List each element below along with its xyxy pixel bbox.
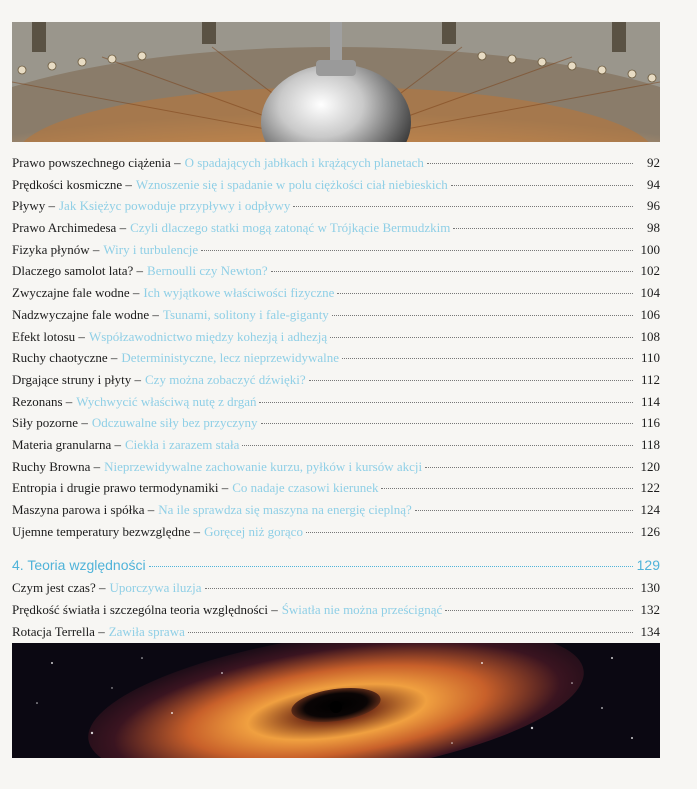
entry-title: Nadzwyczajne fale wodne –: [12, 306, 159, 322]
dot-leader: [337, 293, 633, 294]
entry-subtitle: Czy można zobaczyć dźwięki?: [145, 371, 306, 387]
dot-leader: [293, 206, 633, 207]
dot-leader: [149, 566, 633, 567]
entry-subtitle: Wznoszenie się i spadanie w polu ciężkości ciał niebieskich: [135, 176, 448, 192]
top-illustration-pendulum: [12, 22, 660, 142]
toc-entry[interactable]: [12, 177, 660, 199]
dot-leader: [205, 588, 633, 589]
table-of-contents: [12, 155, 660, 645]
toc-entry[interactable]: [12, 242, 660, 264]
entry-title: Czym jest czas? –: [12, 580, 106, 596]
entry-subtitle: Światła nie można prześcignąć: [281, 602, 443, 618]
entry-page: 98: [647, 220, 660, 236]
entry-title: Maszyna parowa i spółka –: [12, 502, 155, 517]
toc-entry[interactable]: [12, 350, 660, 372]
dot-leader: [259, 402, 633, 403]
entry-page: 114: [640, 393, 660, 409]
entry-page: 118: [640, 436, 660, 452]
pendulum-image: [12, 22, 660, 142]
toc-entry[interactable]: [12, 155, 660, 177]
toc-entry[interactable]: [12, 580, 660, 602]
entry-page: 120: [640, 458, 660, 474]
dot-leader: [445, 610, 633, 611]
entry-subtitle: Czyli dlaczego statki mogą zatonąć w Trójkącie Bermudzkim: [130, 220, 451, 236]
entry-page: 102: [640, 263, 660, 279]
entry-title: Siły pozorne –: [12, 415, 88, 431]
entry-subtitle: Nieprzewidywalne zachowanie kurzu, pyłków i kursów akcji: [104, 458, 423, 474]
chapter-heading[interactable]: [12, 557, 660, 580]
dot-leader: [342, 358, 633, 359]
entry-subtitle: Wychwycić właściwą nutę z drgań: [76, 393, 257, 409]
chapter-title: 4. Teoria względności: [12, 557, 146, 574]
entry-page: 110: [640, 350, 660, 366]
entry-page: 130: [640, 580, 660, 596]
entry-page: 122: [640, 480, 660, 496]
entry-title: Rotacja Terrella –: [12, 623, 105, 639]
entry-subtitle: Bernoulli czy Newton?: [147, 263, 268, 279]
black-hole-image: [12, 643, 660, 758]
toc-entry[interactable]: [12, 480, 660, 502]
entry-title: Materia granularna –: [12, 436, 122, 452]
entry-title: Drgające struny i płyty –: [12, 371, 142, 387]
entry-title: Rezonans –: [12, 393, 73, 409]
entry-subtitle: Ich wyjątkowe właściwości fizyczne: [143, 285, 335, 301]
chapter-page: 129: [636, 557, 660, 574]
entry-page: 124: [640, 502, 660, 517]
toc-entry[interactable]: [12, 502, 660, 524]
entry-title: Ruchy chaotyczne –: [12, 350, 118, 366]
toc-entry[interactable]: [12, 602, 660, 624]
toc-entry[interactable]: [12, 198, 660, 220]
toc-chapter-entries: [12, 580, 660, 645]
dot-leader: [451, 185, 633, 186]
entry-title: Ujemne temperatury bezwzględne –: [12, 523, 201, 539]
entry-title: Prawo powszechnego ciążenia –: [12, 155, 181, 170]
entry-page: 106: [640, 306, 660, 322]
entry-subtitle: Goręcej niż gorąco: [204, 523, 303, 539]
dot-leader: [415, 510, 633, 511]
entry-subtitle: Odczuwalne siły bez przyczyny: [91, 415, 258, 431]
dot-leader: [381, 488, 633, 489]
entry-title: Prędkość światła i szczególna teoria względności –: [12, 602, 278, 618]
entry-subtitle: Ciekła i zarazem stała: [125, 436, 240, 452]
dot-leader: [425, 467, 633, 468]
entry-subtitle: Uporczywa iluzja: [109, 580, 202, 596]
toc-entry[interactable]: [12, 220, 660, 242]
entry-page: 94: [647, 176, 660, 192]
entry-subtitle: Jak Księżyc powoduje przypływy i odpływy: [58, 198, 291, 214]
toc-entry[interactable]: [12, 285, 660, 307]
entry-subtitle: Zawiła sprawa: [108, 623, 185, 639]
toc-section-entries: [12, 155, 660, 545]
entry-title: Pływy –: [12, 198, 55, 214]
entry-page: 126: [640, 523, 660, 539]
entry-title: Ruchy Browna –: [12, 458, 101, 474]
toc-entry[interactable]: [12, 437, 660, 459]
entry-page: 108: [640, 328, 660, 344]
entry-page: 92: [647, 155, 660, 170]
dot-leader: [188, 632, 633, 633]
entry-page: 104: [640, 285, 660, 301]
entry-title: Entropia i drugie prawo termodynamiki –: [12, 480, 229, 496]
toc-entry[interactable]: [12, 394, 660, 416]
entry-page: 134: [640, 623, 660, 639]
toc-entry[interactable]: [12, 307, 660, 329]
toc-entry[interactable]: [12, 459, 660, 481]
entry-page: 100: [640, 241, 660, 257]
entry-subtitle: Deterministyczne, lecz nieprzewidywalne: [121, 350, 340, 366]
entry-page: 96: [647, 198, 660, 214]
dot-leader: [332, 315, 633, 316]
entry-title: Dlaczego samolot lata? –: [12, 263, 144, 279]
entry-subtitle: Współzawodnictwo między kohezją i adhezją: [88, 328, 328, 344]
entry-subtitle: Wiry i turbulencje: [103, 241, 199, 257]
toc-entry[interactable]: [12, 524, 660, 546]
dot-leader: [309, 380, 633, 381]
toc-entry[interactable]: [12, 263, 660, 285]
entry-title: Prędkości kosmiczne –: [12, 176, 132, 192]
dot-leader: [427, 163, 633, 164]
bottom-illustration-black-hole: [12, 643, 660, 758]
entry-page: 116: [640, 415, 660, 431]
entry-subtitle: O spadających jabłkach i krążących planetach: [184, 155, 424, 170]
entry-title: Zwyczajne fale wodne –: [12, 285, 140, 301]
dot-leader: [271, 271, 633, 272]
dot-leader: [330, 337, 633, 338]
entry-title: Prawo Archimedesa –: [12, 220, 127, 236]
entry-subtitle: Na ile sprawdza się maszyna na energię cieplną?: [158, 502, 412, 517]
entry-page: 132: [640, 602, 660, 618]
dot-leader: [306, 532, 633, 533]
entry-title: Fizyka płynów –: [12, 241, 100, 257]
dot-leader: [242, 445, 633, 446]
toc-entry[interactable]: [12, 329, 660, 351]
dot-leader: [261, 423, 633, 424]
toc-entry[interactable]: [12, 372, 660, 394]
entry-page: 112: [640, 371, 660, 387]
toc-entry[interactable]: [12, 415, 660, 437]
entry-title: Efekt lotosu –: [12, 328, 85, 344]
dot-leader: [453, 228, 633, 229]
dot-leader: [201, 250, 633, 251]
entry-subtitle: Tsunami, solitony i fale-giganty: [162, 306, 329, 322]
entry-subtitle: Co nadaje czasowi kierunek: [232, 480, 379, 496]
